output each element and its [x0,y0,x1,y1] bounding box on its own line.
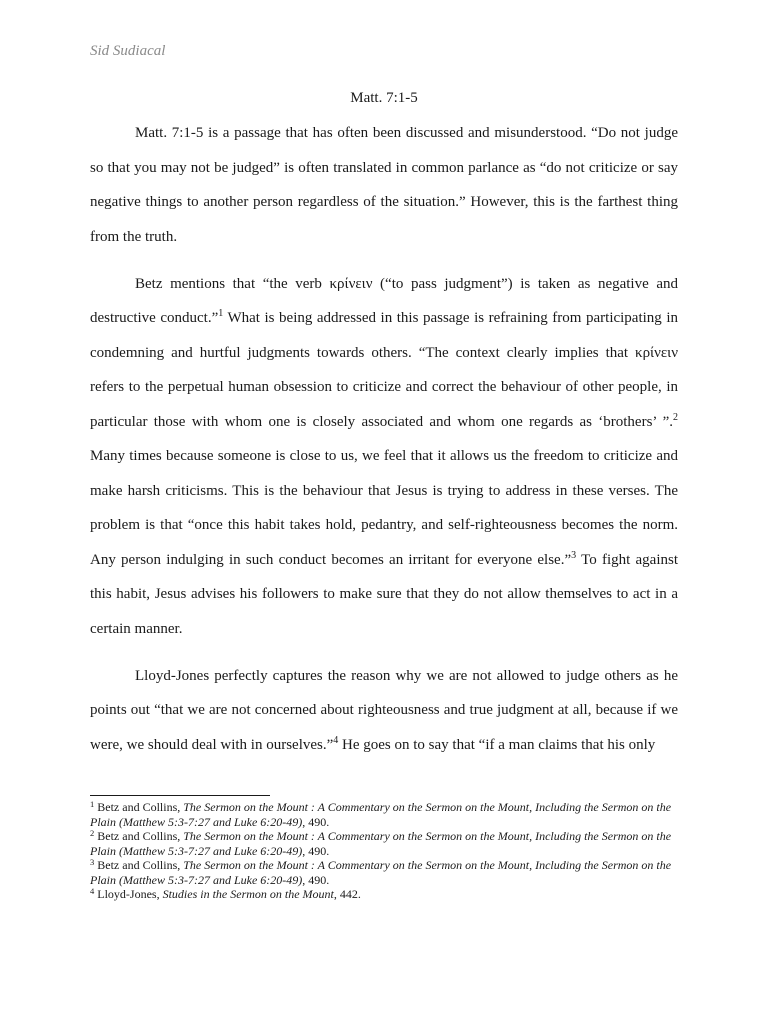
footnotes [90,800,690,902]
footnote-number: 4 [90,886,95,896]
footnote-page: , 490. [302,814,330,829]
footnote-page: , 490. [302,843,330,858]
footnote-author: Betz and Collins, [97,829,184,843]
page-title: Matt. 7:1-5 [350,90,418,106]
paragraph-text: He goes on to say that “if a man claims that his only [338,736,656,753]
footnote-page: , 442. [333,887,361,901]
paragraph-3 [90,659,678,763]
footnote-author: Betz and Collins, [97,858,184,872]
footnote-ref-4[interactable]: 4 [333,734,339,746]
footnote-divider [90,795,270,796]
paragraph-text: Many times because someone is close to us, we feel that it allows us the freedom to criticize and make harsh criticisms. This is the behaviour that Jesus is trying to address in these verses. The problem is that “once this habit takes hold, pedantry, and self-righteousness becomes the norm. Any person indulging in such conduct becomes an irritant for everyone else.” [90,448,678,568]
paragraph-text: Matt. 7:1-5 is a passage that has often been discussed and misunderstood. “Do not judge so that you may not be judged” is often translated in common parlance as “do not criticize or say negative things to another person regardless of the situation.” However, this is the farthest thing from the truth. [90,125,678,245]
footnote-title: The Sermon on the Mount : A Commentary on the Sermon on the Mount, Including the Sermon on the Plain (Matthew 5:3-7:27 and Luke 6:20-49) [90,858,672,887]
footnote-page: , 490. [302,872,330,887]
footnote-title: The Sermon on the Mount : A Commentary on the Sermon on the Mount, Including the Sermon on the Plain (Matthew 5:3-7:27 and Luke 6:20-49) [90,829,672,858]
paragraph-text: Lloyd-Jones perfectly captures the reason why we are not allowed to judge others as he points out “that we are not concerned about righteousness and true judgment at all, because if we were, we should deal with in ourselves.” [90,667,678,753]
footnote-3 [90,858,690,887]
paragraph-text: To fight against this habit, Jesus advises his followers to make sure that they do not allow themselves to act in a certain manner. [90,551,678,637]
header-author: Sid Sudiacal [90,43,166,59]
footnote-ref-3[interactable]: 3 [571,549,577,561]
paragraph-1 [90,116,678,254]
footnote-number: 3 [90,857,95,867]
footnote-ref-1[interactable]: 1 [218,308,224,319]
paragraph-2 [90,267,678,647]
footnote-author: Betz and Collins, [97,800,184,814]
footnote-number: 1 [90,799,95,809]
paragraph-text: Betz mentions that “the verb κρίνειν (“to pass judgment”) is taken as negative and destructive conduct.” [90,275,678,326]
footnote-title: The Sermon on the Mount : A Commentary on the Sermon on the Mount, Including the Sermon on the Plain (Matthew 5:3-7:27 and Luke 6:20-49) [90,800,672,829]
footnote-1 [90,800,690,829]
document-body [90,116,678,775]
footnote-4 [90,887,690,902]
footnote-2 [90,829,690,858]
paragraph-text: What is being addressed in this passage is refraining from participating in condemning and hurtful judgments towards others. “The context clearly implies that κρίνειν refers to the perpetual human obsession to criticize and correct the behaviour of other people, in particular those with whom one is closely associated and whom one regards as ‘brothers’ ”. [90,310,678,430]
footnote-author: Lloyd-Jones, [97,887,163,901]
footnote-title: Studies in the Sermon on the Mount [162,887,334,901]
footnote-ref-2[interactable]: 2 [673,411,678,423]
footnote-number: 2 [90,828,95,838]
